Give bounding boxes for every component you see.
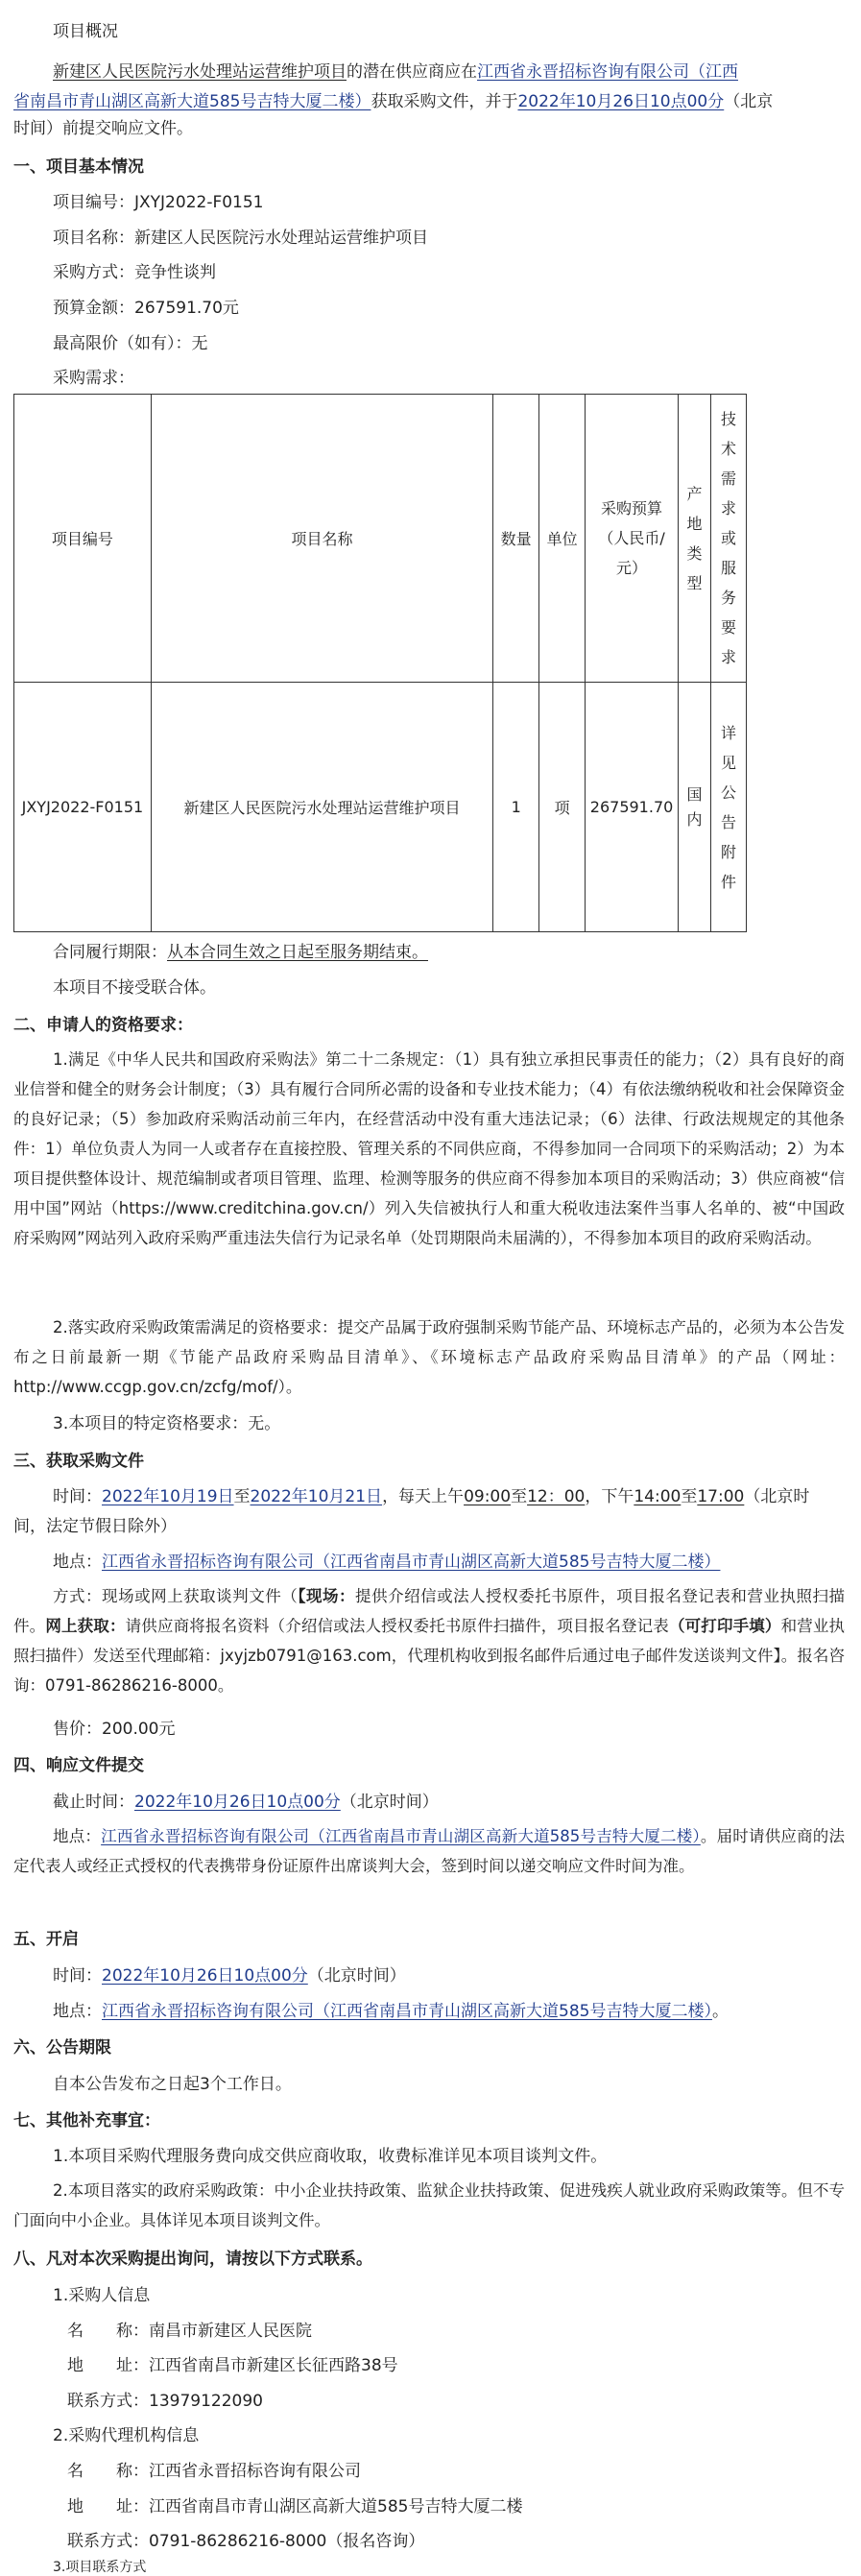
- header-quantity: 数量: [493, 395, 539, 683]
- section-1-title: 一、项目基本情况: [13, 157, 144, 177]
- purchaser-address: 地 址：江西省南昌市新建区长征西路38号: [67, 2356, 398, 2375]
- joint-venture-note: 本项目不接受联合体。: [53, 978, 216, 998]
- submission-deadline: 截止时间：2022年10月26日10点00分（北京时间）: [53, 1793, 439, 1812]
- cell-budget: 267591.70: [586, 683, 679, 932]
- opening-location: 地点：江西省永晋招标咨询有限公司（江西省南昌市青山湖区高新大道585号吉特大厦二楼）。: [53, 2002, 729, 2021]
- header-project-name: 项目名称: [151, 395, 492, 683]
- project-number: 项目编号：JXYJ2022-F0151: [53, 193, 264, 212]
- section-7-title: 七、其他补充事宜：: [13, 2111, 160, 2131]
- obtain-method: 方式：现场或网上获取谈判文件（【现场：提供介绍信或法人授权委托书原件，项目报名登记表和营业执照扫描件。网上获取：请供应商将报名资料（介绍信或法人授权委托书原件扫描件，项目报名登记表（可打印手填）和营业执照扫描件）发送至代理邮箱：jxyjzb0791@163.com，代理机构收到报名邮件后通过电子邮件发送谈判文件】。报名咨询：0791-86286216-8000。: [13, 1587, 846, 1695]
- header-unit: 单位: [539, 395, 586, 683]
- qualification-paragraph-3: 3.本项目的特定资格要求：无。: [53, 1414, 281, 1433]
- overview-line-1: 新建区人民医院污水处理站运营维护项目的潜在供应商应在江西省永晋招标咨询有限公司（江西: [53, 62, 738, 82]
- procurement-table: [13, 394, 747, 932]
- budget-amount: 预算金额：267591.70元: [53, 299, 239, 318]
- header-budget: 采购预算（人民币/元）: [586, 395, 679, 683]
- agency-name: 名 称：江西省永晋招标咨询有限公司: [67, 2462, 361, 2481]
- contract-period: 合同履行期限：从本合同生效之日起至服务期结束。: [53, 943, 428, 962]
- purchaser-name: 名 称：南昌市新建区人民医院: [67, 2322, 312, 2341]
- max-price: 最高限价（如有）：无: [53, 334, 208, 353]
- obtain-time-line-2: 间，法定节假日除外）: [13, 1517, 177, 1536]
- agency-info-title: 2.采购代理机构信息: [53, 2426, 200, 2445]
- cell-project-number: JXYJ2022-F0151: [14, 683, 152, 932]
- procurement-method: 采购方式：竞争性谈判: [53, 263, 216, 282]
- cell-project-name: 新建区人民医院污水处理站运营维护项目: [151, 683, 492, 932]
- opening-time: 时间：2022年10月26日10点00分（北京时间）: [53, 1966, 406, 1986]
- procurement-needs-label: 采购需求：: [53, 369, 134, 388]
- header-requirements: 技术需求或服务要求: [711, 395, 747, 683]
- cell-requirements: 详见公告附件: [711, 683, 747, 932]
- supplementary-2: 2.本项目落实的政府采购政策：中小企业扶持政策、监狱企业扶持政策、促进残疾人就业政府采购政策等。但不专门面向中小企业。具体详见本项目谈判文件。: [13, 2181, 845, 2229]
- agency-address: 地 址：江西省南昌市青山湖区高新大道585号吉特大厦二楼: [67, 2497, 523, 2516]
- overview-heading: 项目概况: [53, 22, 118, 41]
- purchaser-contact: 联系方式：13979122090: [67, 2392, 263, 2411]
- section-4-title: 四、响应文件提交: [13, 1756, 144, 1775]
- project-contact-title: 3.项目联系方式: [53, 2560, 147, 2575]
- announcement-period: 自本公告发布之日起3个工作日。: [53, 2075, 292, 2094]
- section-5-title: 五、开启: [13, 1930, 79, 1949]
- project-name: 项目名称：新建区人民医院污水处理站运营维护项目: [53, 229, 428, 248]
- submission-location: 地点：江西省永晋招标咨询有限公司（江西省南昌市青山湖区高新大道585号吉特大厦二楼）。届时请供应商的法定代表人或经正式授权的代表携带身份证原件出席谈判大会，签到时间以递交响应文件时间为准。: [13, 1827, 845, 1875]
- header-origin-type: 产地类型: [679, 395, 711, 683]
- agency-contact: 联系方式：0791-86286216-8000（报名咨询）: [67, 2532, 425, 2551]
- cell-origin-type: 国内: [679, 683, 711, 932]
- table-header-row: [14, 395, 747, 683]
- purchaser-info-title: 1.采购人信息: [53, 2286, 151, 2305]
- document-price: 售价：200.00元: [53, 1720, 176, 1739]
- section-2-title: 二、申请人的资格要求：: [13, 1016, 193, 1035]
- overview-line-2: 省南昌市青山湖区高新大道585号吉特大厦二楼）获取采购文件，并于2022年10月26日10点00分（北京: [13, 92, 774, 111]
- qualification-paragraph-2: 2.落实政府采购政策需满足的资格要求：提交产品属于政府强制采购节能产品、环境标志产品的，必须为本公告发布之日前最新一期《节能产品政府采购品目清单》、《环境标志产品政府采购品目清单》的产品（网址：http://www.ccgp.gov.cn/zcfg/mof/）。: [13, 1318, 845, 1396]
- table-row: [14, 683, 747, 932]
- section-3-title: 三、获取采购文件: [13, 1452, 144, 1471]
- header-project-number: 项目编号: [14, 395, 152, 683]
- section-8-title: 八、凡对本次采购提出询问，请按以下方式联系。: [13, 2250, 372, 2269]
- supplementary-1: 1.本项目采购代理服务费向成交供应商收取，收费标准详见本项目谈判文件。: [53, 2147, 608, 2166]
- cell-unit: 项: [539, 683, 586, 932]
- obtain-location: 地点：江西省永晋招标咨询有限公司（江西省南昌市青山湖区高新大道585号吉特大厦二楼）: [53, 1553, 721, 1572]
- section-6-title: 六、公告期限: [13, 2038, 111, 2058]
- qualification-paragraph-1: 1.满足《中华人民共和国政府采购法》第二十二条规定：（1）具有独立承担民事责任的能力；（2）具有良好的商业信誉和健全的财务会计制度；（3）具有履行合同所必需的设备和专业技术能力；（4）有依法缴纳税收和社会保障资金的良好记录；（5）参加政府采购活动前三年内，在经营活动中没有重大违法记录；（6）法律、行政法规规定的其他条件：1）单位负责人为同一人或者存在直接控股、管理关系的不同供应商，不得参加同一合同项下的采购活动；2）为本项目提供整体设计、规范编制或者项目管理、监理、检测等服务的供应商不得参加本项目的采购活动；3）供应商被“信用中国”网站（https://www.creditchina.gov.cn/）列入失信被执行人和重大税收违法案件当事人名单的、被“中国政府采购网”网站列入政府采购严重违法失信行为记录名单（处罚期限尚未届满的），不得参加本项目的政府采购活动。: [13, 1050, 845, 1247]
- obtain-time-line-1: 时间：2022年10月19日至2022年10月21日，每天上午09:00至12：00，下午14:00至17:00（北京时: [53, 1487, 810, 1506]
- cell-quantity: 1: [493, 683, 539, 932]
- overview-line-3: 时间）前提交响应文件。: [13, 119, 193, 138]
